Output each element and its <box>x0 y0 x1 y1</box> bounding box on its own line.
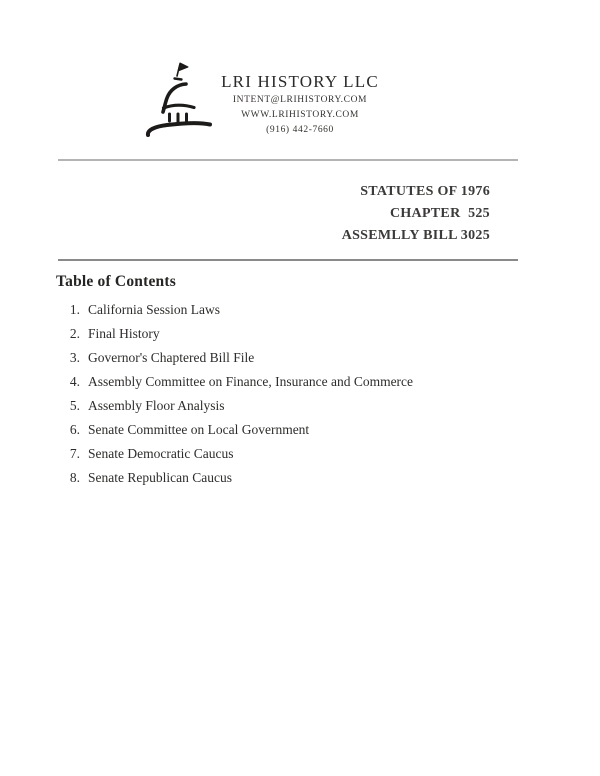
horizontal-rule-top <box>58 159 518 161</box>
company-phone: (916) 442-7660 <box>266 125 334 135</box>
company-website: WWW.LRIHISTORY.COM <box>241 110 359 120</box>
toc-item-label: California Session Laws <box>88 302 220 317</box>
toc-item-label: Senate Democratic Caucus <box>88 446 234 461</box>
toc-list <box>66 298 546 490</box>
toc-item-number: 6. <box>69 422 80 437</box>
toc-item <box>66 346 546 370</box>
statute-reference-block <box>342 181 490 247</box>
company-header <box>180 71 420 138</box>
toc-item-label: Senate Committee on Local Government <box>88 422 310 437</box>
company-name: LRI HISTORY LLC <box>221 72 379 91</box>
toc-item-label: Senate Republican Caucus <box>88 470 232 485</box>
toc-title: Table of Contents <box>56 273 176 290</box>
toc-item-number: 7. <box>69 446 80 461</box>
toc-item-number: 2. <box>69 326 80 341</box>
toc-item-label: Final History <box>88 326 160 341</box>
toc-item <box>66 322 546 346</box>
toc-item <box>66 466 546 490</box>
toc-item <box>66 370 546 394</box>
toc-item-number: 5. <box>69 398 80 413</box>
toc-item-number: 3. <box>69 350 80 365</box>
toc-item-number: 4. <box>69 374 80 389</box>
horizontal-rule-bottom <box>58 259 518 261</box>
toc-item-label: Assembly Committee on Finance, Insurance and Commerce <box>88 374 414 389</box>
toc-item-number: 8. <box>69 470 80 485</box>
company-email: INTENT@LRIHISTORY.COM <box>232 95 368 105</box>
statute-bill-line: ASSEMLLY BILL 3025 <box>341 228 490 243</box>
toc-item <box>66 418 546 442</box>
toc-item-number: 1. <box>69 302 80 317</box>
toc-item <box>66 394 546 418</box>
toc-item <box>66 298 546 322</box>
toc-item-label: Governor's Chaptered Bill File <box>88 350 255 365</box>
statute-year-line: STATUTES OF 1976 <box>360 184 490 199</box>
statute-chapter-line: CHAPTER 525 <box>389 206 490 221</box>
toc-item-label: Assembly Floor Analysis <box>88 398 225 413</box>
toc-item <box>66 442 546 466</box>
